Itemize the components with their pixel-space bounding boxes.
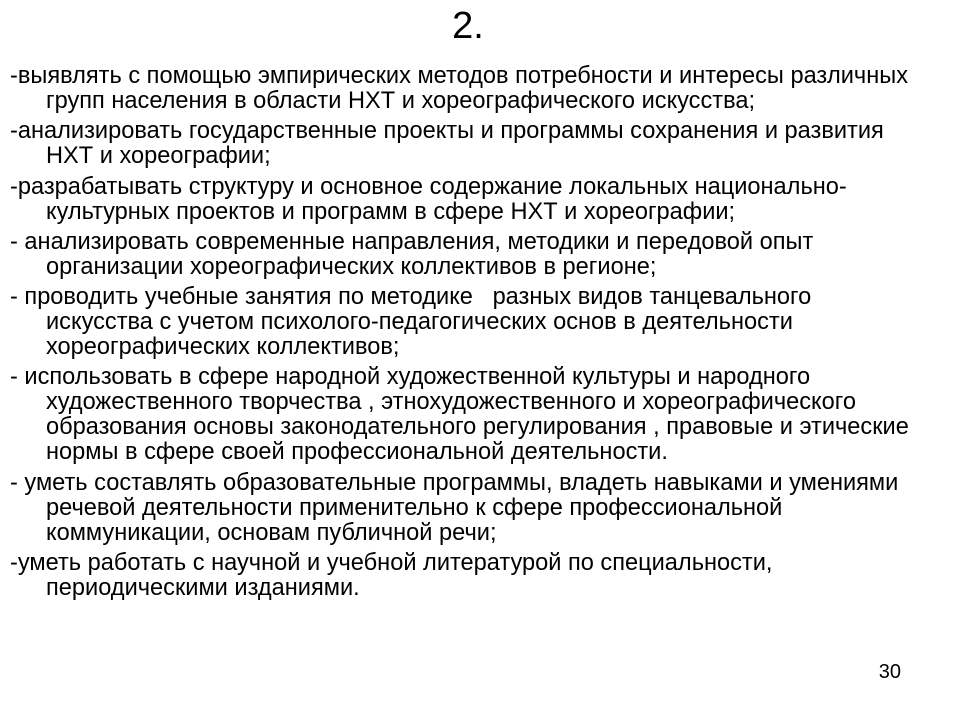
competency-list bbox=[10, 64, 922, 601]
list-item: -анализировать государственные проекты и программы сохранения и развития НХТ и хореографии; bbox=[10, 118, 891, 170]
list-item: - уметь составлять образовательные программы, владеть навыками и умениями речевой деятельности применительно к сфере профессиональной коммуникации, основам публичной речи; bbox=[10, 469, 905, 546]
list-item: -разрабатывать структуру и основное содержание локальных национально-культурных проектов и программ в сфере НХТ и хореографии; bbox=[10, 173, 847, 225]
slide-title: 2. bbox=[452, 5, 484, 47]
list-item: - проводить учебные занятия по методике разных видов танцевального искусства с учетом психолого-педагогических основ в деятельности хореографических коллективов; bbox=[10, 284, 818, 361]
list-item: -выявлять с помощью эмпирических методов потребности и интересы различных групп населения в области НХТ и хореографического искусства; bbox=[10, 63, 915, 114]
list-item: - использовать в сфере народной художественной культуры и народного художественного творчества , этнохудожественного и хореографического образования основы законодательного регулирования , правовые и этические нормы в сфере своей профессиональной деятельности. bbox=[10, 364, 916, 466]
list-item: - анализировать современные направления, методики и передовой опыт организации хореографических коллективов в регионе; bbox=[10, 228, 820, 280]
page-number: 30 bbox=[878, 661, 901, 683]
list-item: -уметь работать с научной и учебной литературой по специальности, периодическими изданиями. bbox=[10, 550, 780, 602]
